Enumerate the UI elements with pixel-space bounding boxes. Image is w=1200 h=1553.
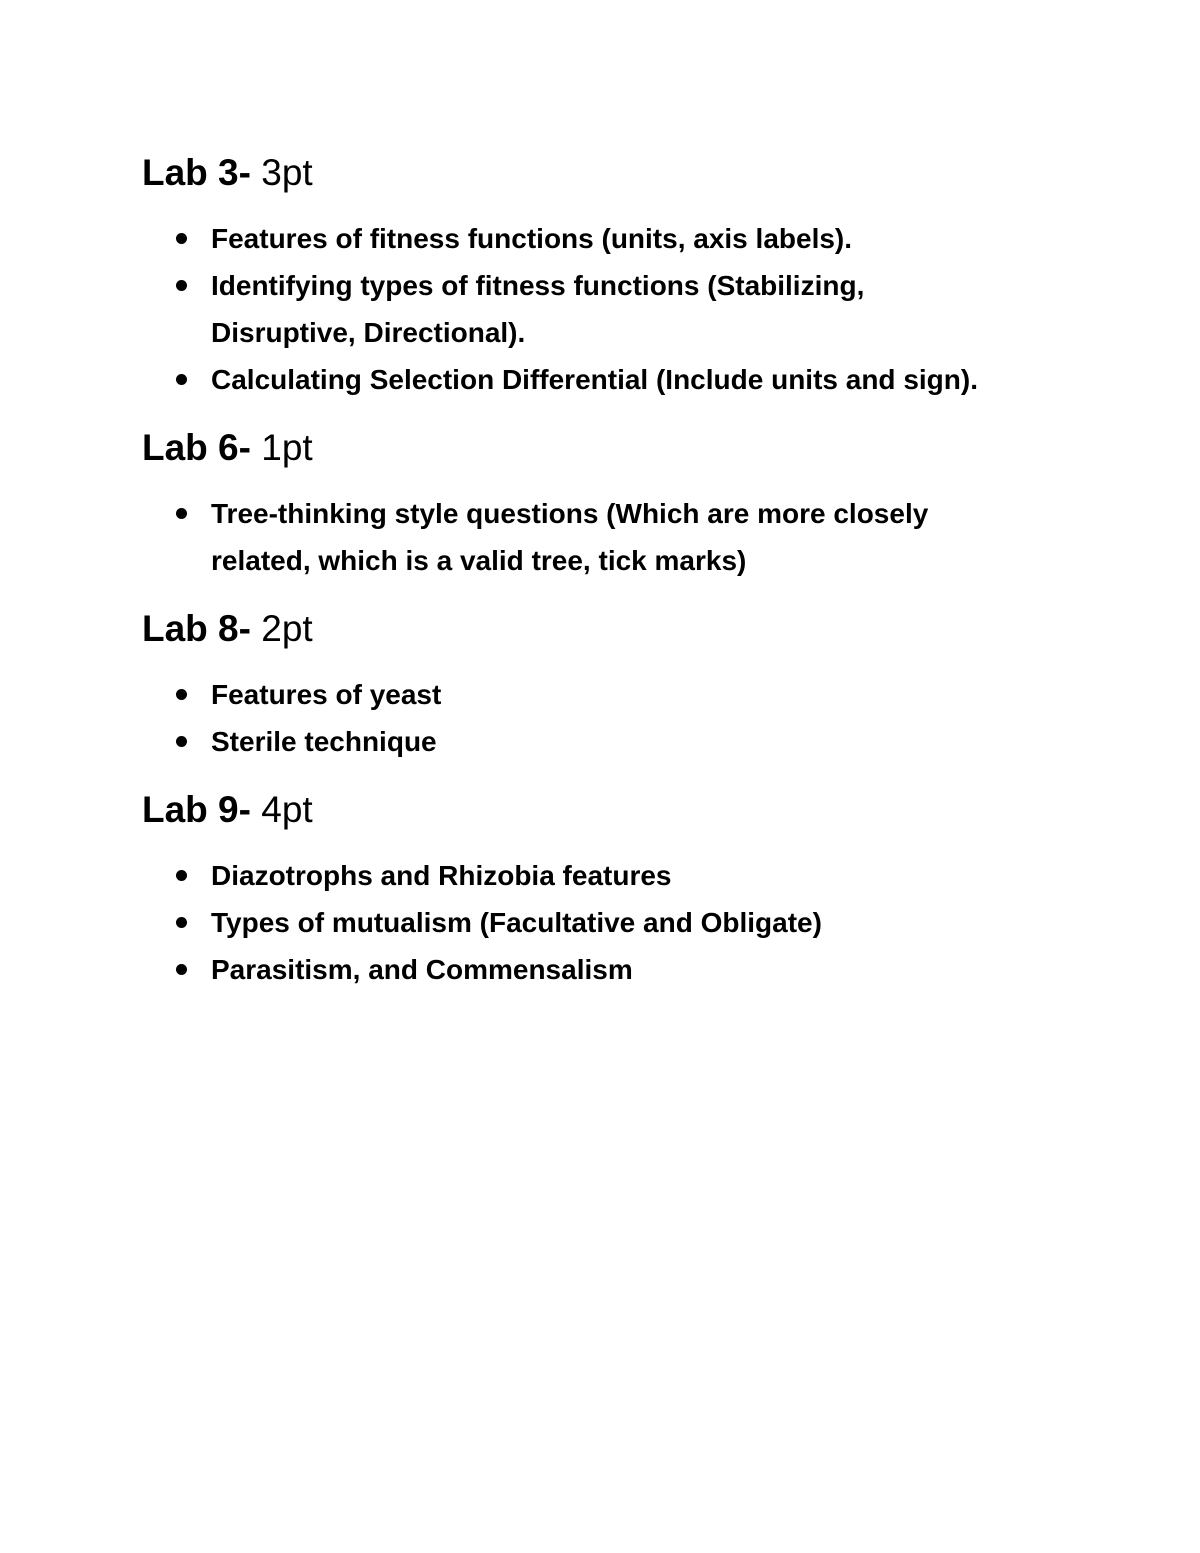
document-body <box>142 150 1082 993</box>
lab-points: 2pt <box>261 608 313 649</box>
list-item-text: Features of fitness functions (units, axis labels). <box>211 223 853 254</box>
lab-points: 4pt <box>261 789 313 830</box>
lab-label: Lab 8- <box>142 608 251 649</box>
lab-label: Lab 3- <box>142 152 251 193</box>
list-item <box>142 946 1082 993</box>
section-lab-9 <box>142 787 1082 993</box>
list-item-text: Parasitism, and Commensalism <box>211 954 633 985</box>
list-item <box>142 899 1082 946</box>
bullet-icon <box>176 736 187 747</box>
list-item-text: Types of mutualism (Facultative and Obligate) <box>211 907 822 938</box>
bullet-icon <box>176 508 187 519</box>
bullet-icon <box>176 374 187 385</box>
section-lab-8 <box>142 606 1082 765</box>
bullet-icon <box>176 870 187 881</box>
bullet-list <box>142 671 1082 765</box>
list-item <box>142 262 1082 356</box>
section-heading <box>142 787 1082 833</box>
bullet-icon <box>176 280 187 291</box>
list-item-text: Features of yeast <box>211 679 442 710</box>
list-item-text: Calculating Selection Differential (Include units and sign). <box>211 364 978 395</box>
lab-label: Lab 6- <box>142 427 251 468</box>
bullet-icon <box>176 689 187 700</box>
bullet-icon <box>176 917 187 928</box>
bullet-list <box>142 852 1082 993</box>
section-lab-6 <box>142 425 1082 584</box>
list-item <box>142 215 1082 262</box>
lab-points: 3pt <box>261 152 313 193</box>
list-item <box>142 718 1082 765</box>
lab-points: 1pt <box>261 427 313 468</box>
list-item-text: Tree-thinking style questions (Which are more closely <box>211 498 929 529</box>
list-item <box>142 490 1082 584</box>
list-item-text: Identifying types of fitness functions (Stabilizing, <box>211 270 865 301</box>
bullet-list <box>142 215 1082 403</box>
bullet-icon <box>176 964 187 975</box>
bullet-icon <box>176 233 187 244</box>
list-item-text: Disruptive, Directional). <box>211 317 526 348</box>
section-lab-3 <box>142 150 1082 403</box>
section-heading <box>142 150 1082 196</box>
list-item <box>142 852 1082 899</box>
section-heading <box>142 425 1082 471</box>
list-item-text: Sterile technique <box>211 726 437 757</box>
list-item-text: Diazotrophs and Rhizobia features <box>211 860 672 891</box>
list-item <box>142 356 1082 403</box>
list-item-text: related, which is a valid tree, tick marks) <box>211 545 747 576</box>
bullet-list <box>142 490 1082 584</box>
list-item <box>142 671 1082 718</box>
section-heading <box>142 606 1082 652</box>
lab-label: Lab 9- <box>142 789 251 830</box>
